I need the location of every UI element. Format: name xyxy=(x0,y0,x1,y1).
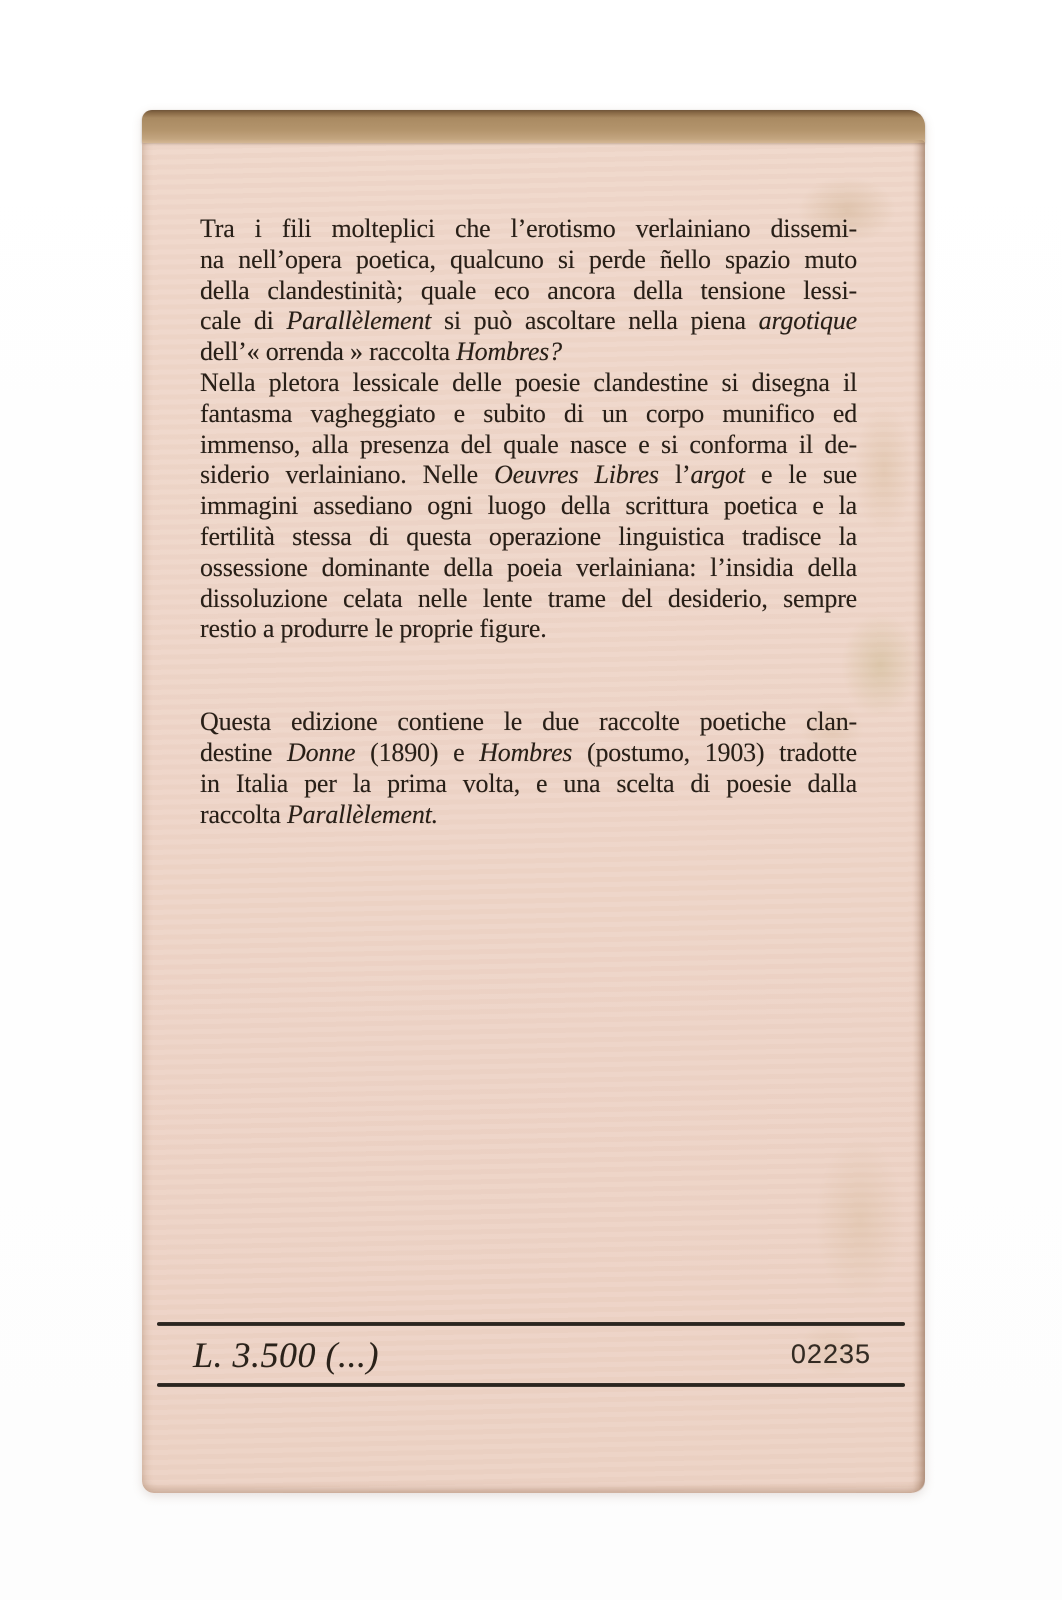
text-line xyxy=(200,399,857,430)
text-segment: (1890) e xyxy=(355,737,480,767)
text-segment: cale di xyxy=(200,306,287,336)
book-top-edge xyxy=(142,110,925,143)
text-line xyxy=(200,769,857,800)
text-segment: immenso, alla presenza del quale nasce e si conforma il de- xyxy=(200,429,857,459)
blurb-paragraph-1 xyxy=(200,214,857,368)
text-line xyxy=(200,738,857,769)
italic-text: Donne xyxy=(287,737,356,767)
text-line xyxy=(200,522,857,553)
price-section xyxy=(157,1322,905,1387)
text-segment: dell’« orrenda » raccolta xyxy=(200,337,457,367)
text-segment: na nell’opera poetica, qualcuno si perde ñello spazio muto xyxy=(200,244,857,274)
text-segment: Tra i fili molteplici che l’erotismo verlainiano dissemi- xyxy=(200,214,857,243)
text-line xyxy=(200,800,857,831)
text-segment: destine xyxy=(200,737,288,767)
bottom-rule xyxy=(157,1383,905,1387)
text-segment: ossessione dominante della poeia verlainiana: l’insidia della xyxy=(200,552,857,582)
italic-text: Parallèlement xyxy=(286,306,432,336)
text-line xyxy=(200,306,857,337)
text-segment: fantasma vagheggiato e subito di un corpo munifico ed xyxy=(200,398,857,428)
text-line xyxy=(200,460,857,491)
text-segment: Nella pletora lessicale delle poesie clandestine si disegna il xyxy=(200,367,857,397)
text-segment: restio a produrre le proprie figure. xyxy=(200,614,547,644)
text-segment: in Italia per la prima volta, e una scelta di poesie dalla xyxy=(200,768,857,798)
text-line xyxy=(200,214,857,245)
text-segment: Questa edizione contiene le due raccolte poetiche clan- xyxy=(200,707,857,737)
text-segment: immagini assediano ogni luogo della scrittura poetica e la xyxy=(200,491,857,521)
italic-text: Oeuvres Libres xyxy=(494,460,659,490)
text-segment: e le sue xyxy=(744,460,857,490)
text-line xyxy=(200,491,857,522)
text-line xyxy=(200,553,857,584)
catalog-code: 02235 xyxy=(790,1339,871,1369)
text-segment: della clandestinità; quale eco ancora della tensione lessi- xyxy=(200,275,857,305)
blurb-paragraph-2 xyxy=(200,368,857,645)
italic-text: Hombres? xyxy=(456,337,562,367)
text-line xyxy=(200,430,857,461)
text-segment: dissoluzione celata nelle lente trame del desiderio, sempre xyxy=(200,583,857,613)
text-segment: siderio verlainiano. Nelle xyxy=(200,460,495,490)
text-segment: raccolta xyxy=(200,799,287,829)
italic-text: Hombres xyxy=(479,737,573,767)
price-label: L. 3.500 (...) xyxy=(193,1334,379,1375)
text-line xyxy=(200,584,857,615)
blurb-paragraph-3 xyxy=(200,707,857,830)
text-line xyxy=(200,368,857,399)
book-page-edge xyxy=(913,140,925,1493)
text-line xyxy=(200,245,857,276)
text-segment: fertilità stessa di questa operazione linguistica tradisce la xyxy=(200,521,857,551)
text-segment: (postumo, 1903) tradotte xyxy=(572,737,857,767)
book-back-cover xyxy=(142,110,925,1493)
italic-text: argotique xyxy=(758,306,857,336)
blurb-text xyxy=(200,214,857,830)
price-row xyxy=(157,1326,905,1383)
text-segment: l’ xyxy=(658,460,691,490)
italic-text: Parallèlement. xyxy=(286,799,438,829)
text-line xyxy=(200,614,857,645)
text-line xyxy=(200,707,857,738)
text-segment: si può ascoltare nella piena xyxy=(431,306,759,336)
text-line xyxy=(200,337,857,368)
text-line xyxy=(200,276,857,307)
italic-text: argot xyxy=(690,460,745,490)
